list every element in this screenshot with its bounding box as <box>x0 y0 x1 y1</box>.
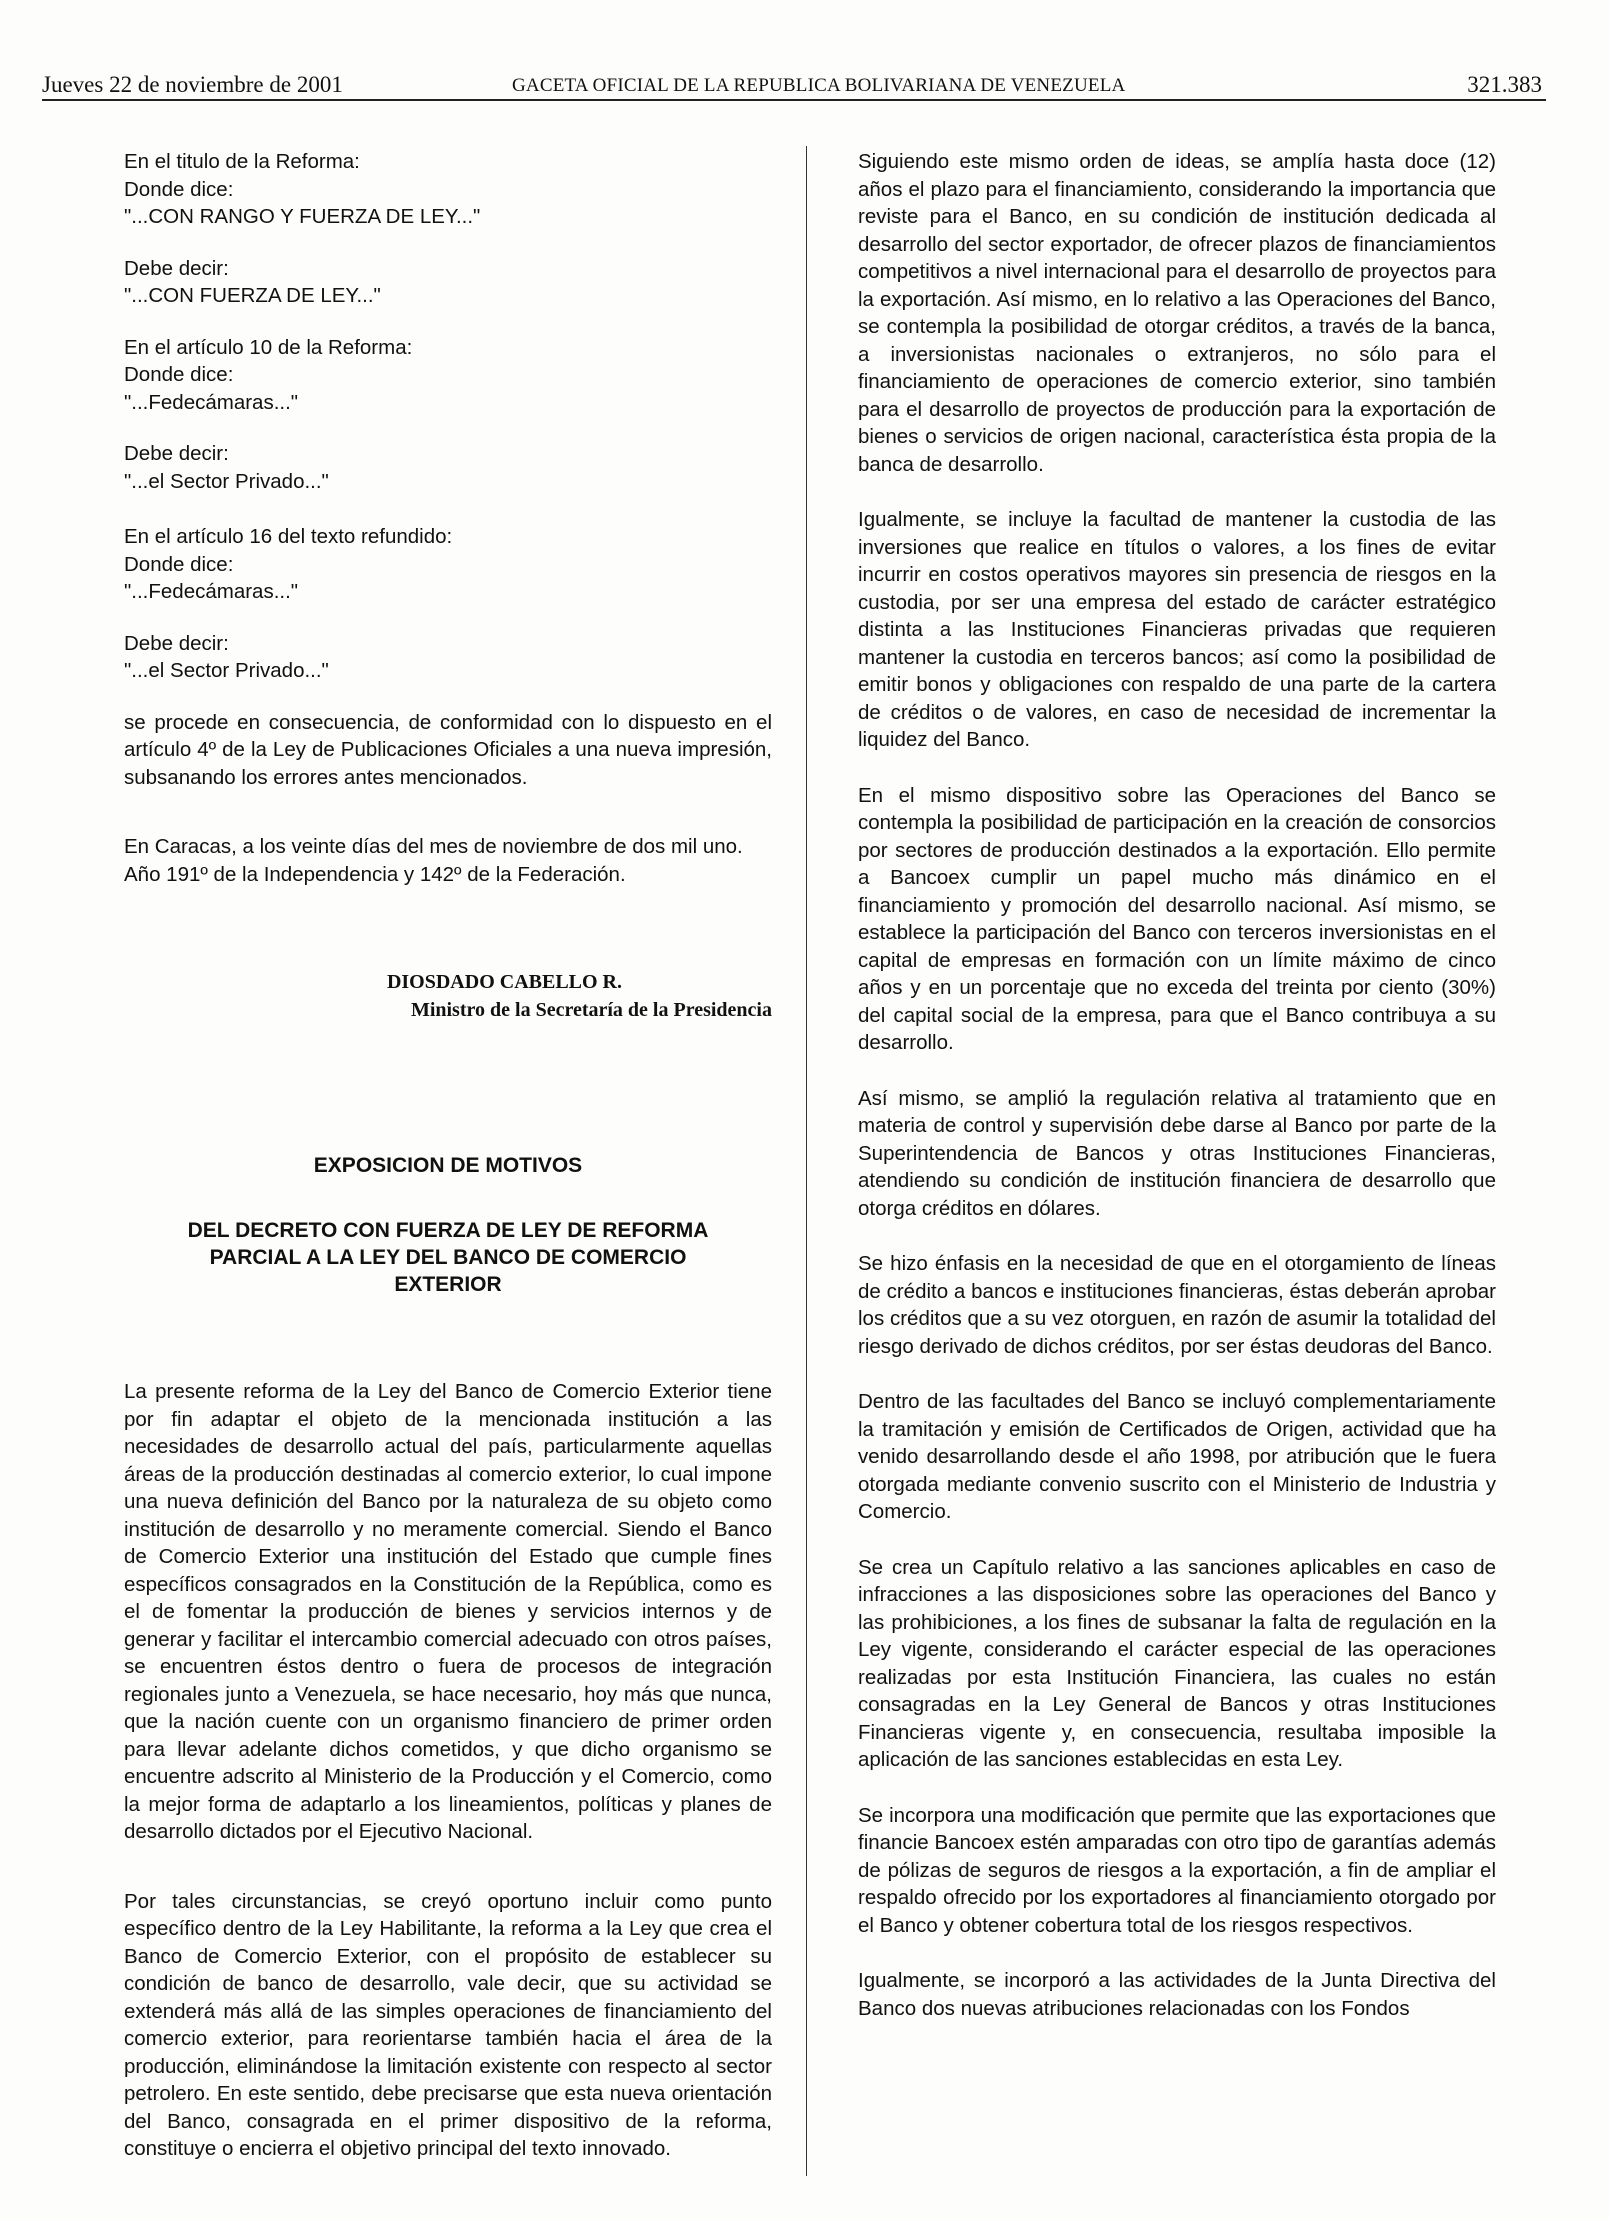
body-paragraph: Igualmente, se incluye la facultad de mantener la custodia de las inversiones que realice en títulos o valores, a los fines de evitar incurrir en costos operativos mayores sin presencia de riesgos en la custodia, por ser una empresa del estado de carácter estratégico distinta a las Instituciones Financieras privadas que requieren mantener la custodia en terceros bancos; así como la posibilidad de emitir bonos y obligaciones con respaldo de una parte de la cartera de créditos o de valores, en caso de necesidad de incrementar la liquidez del Banco. <box>858 508 1496 751</box>
decree-title-line: PARCIAL A LA LEY DEL BANCO DE COMERCIO <box>209 1246 687 1269</box>
correction-original: "...CON RANGO Y FUERZA DE LEY..." <box>124 205 481 228</box>
correction-corrected: "...CON FUERZA DE LEY..." <box>124 284 381 307</box>
correction-article-16 <box>124 523 772 685</box>
gazette-title: GACETA OFICIAL DE LA REPUBLICA BOLIVARIANA DE VENEZUELA <box>512 75 1126 96</box>
decree-title-line: DEL DECRETO CON FUERZA DE LEY DE REFORMA <box>187 1219 709 1242</box>
right-column <box>858 148 1496 2022</box>
correction-heading: En el titulo de la Reforma: <box>124 150 360 173</box>
header-date: Jueves 22 de noviembre de 2001 <box>42 72 343 97</box>
correction-label: Donde dice: <box>124 177 234 201</box>
independence-line: Año 191º de la Independencia y 142º de la Federación. <box>124 862 626 886</box>
correction-label: Debe decir: <box>124 256 229 280</box>
correction-label: Donde dice: <box>124 363 234 386</box>
page-header <box>42 72 1542 102</box>
body-paragraph: Se hizo énfasis en la necesidad de que en el otorgamiento de líneas de crédito a bancos e instituciones financieras, éstas deberán aprobar los créditos que a su vez otorguen, en razón de asumir la totalidad del riesgo derivado de dichos créditos, por ser éstas deudoras del Banco. <box>858 1252 1496 1358</box>
correction-corrected: "...el Sector Privado..." <box>124 659 329 682</box>
section-heading: EXPOSICION DE MOTIVOS <box>313 1154 583 1177</box>
body-paragraph: Por tales circunstancias, se creyó oportuno incluir como punto específico dentro de la Ley Habilitante, la reforma a la Ley que crea el Banco de Comercio Exterior, con el propósito de establecer su condición de banco de desarrollo, vale decir, que su actividad se extenderá más allá de las simples operaciones de financiamiento del comercio exterior, para reorientarse también hacia el área de la producción, eliminándose la limitación existente con respecto al sector petrolero. En este sentido, debe precisarse que esta nueva orientación del Banco, consagrada en el primer dispositivo de la reforma, constituye o encierra el objetivo principal del texto innovado. <box>124 1889 772 2160</box>
signature-block <box>124 968 772 1024</box>
correction-label: Donde dice: <box>124 552 234 576</box>
signature-title: Ministro de la Secretaría de la Presidencia <box>410 999 772 1021</box>
body-paragraph: En el mismo dispositivo sobre las Operaciones del Banco se contempla la posibilidad de participación en la creación de consorcios por sectores de producción destinados a la exportación. Ello permite a Bancoex cumplir un papel mucho más dinámico en el financiamiento y promoción del desarrollo nacional. Así mismo, se establece la participación del Banco con terceros inversionistas en el capital de empresas en formación con un límite máximo de cinco años y en un porcentaje que no exceda del treinta por ciento (30%) del capital social de la empresa, para que el Banco contribuya a su desarrollo. <box>858 783 1496 1054</box>
body-paragraph: La presente reforma de la Ley del Banco de Comercio Exterior tiene por fin adaptar el objeto de la mencionada institución a las necesidades de desarrollo actual del país, particularmente aquellas áreas de la producción destinadas al comercio exterior, lo cual impone una nueva definición del Banco por la naturaleza de su objeto como institución de desarrollo y no meramente comercial. Siendo el Banco de Comercio Exterior una institución del Estado que cumple fines específicos consagrados en la Constitución de la República, como es el de fomentar la producción de bienes y servicios internos y de generar y facilitar el intercambio comercial adecuado con otros países, se encuentren éstos dentro o fuera de procesos de integración regionales junto a Venezuela, se hace necesario, hoy más que nunca, que la nación cuente con un organismo financiero de primer orden para llevar adelante dichos cometidos, y que dicho organismo se encuentre adscrito al Ministerio de la Producción y el Comercio, como la mejor forma de adaptarlo a los lineamientos, políticas y planes de desarrollo dictados por el Ejecutivo Nacional. <box>124 1380 772 1843</box>
column-divider <box>806 146 807 2176</box>
correction-corrected: "...el Sector Privado..." <box>124 469 329 493</box>
header-rule <box>42 99 1546 101</box>
correction-original: "...Fedecámaras..." <box>124 580 299 603</box>
body-paragraph: Igualmente, se incorporó a las actividades de la Junta Directiva del Banco dos nuevas atribuciones relacionadas con los Fondos <box>858 1969 1496 2020</box>
correction-title <box>124 148 772 310</box>
correction-heading: En el artículo 16 del texto refundido: <box>124 525 453 548</box>
body-paragraph: Se incorpora una modificación que permite que las exportaciones que financie Bancoex estén amparadas con otro tipo de garantías además de pólizas de seguros de riesgos a la exportación, a fin de ampliar el respaldo ofrecido por los exportadores al financiamiento otorgado por el Banco y obtener cobertura total de los riesgos respectivos. <box>858 1803 1496 1937</box>
correction-original: "...Fedecámaras..." <box>124 390 299 414</box>
proceed-paragraph: se procede en consecuencia, de conformidad con lo dispuesto en el artículo 4º de la Ley de Publicaciones Oficiales a una nueva impresión, subsanando los errores antes mencionados. <box>124 710 772 789</box>
correction-heading: En el artículo 10 de la Reforma: <box>124 335 413 359</box>
left-column <box>124 148 772 2163</box>
place-date-line: En Caracas, a los veinte días del mes de noviembre de dos mil uno. <box>124 835 743 858</box>
decree-title <box>124 1217 772 1298</box>
decree-title-line: EXTERIOR <box>394 1273 502 1296</box>
body-paragraph: Dentro de las facultades del Banco se incluyó complementariamente la tramitación y emisión de Certificados de Origen, actividad que ha venido desarrollando desde el año 1998, por atribución que le fuera otorgada mediante convenio suscrito con el Ministerio de Industria y Comercio. <box>858 1390 1496 1523</box>
correction-label: Debe decir: <box>124 442 229 465</box>
correction-label: Debe decir: <box>124 631 229 655</box>
body-paragraph: Así mismo, se amplió la regulación relativa al tratamiento que en materia de control y supervisión debe darse al Banco por parte de la Superintendencia de Bancos y otras Instituciones Financieras, atendiendo su condición de institución financiera de desarrollo que otorga créditos en dólares. <box>858 1086 1496 1220</box>
correction-article-10 <box>124 334 772 496</box>
body-paragraph: Se crea un Capítulo relativo a las sanciones aplicables en caso de infracciones a las disposiciones sobre las operaciones del Banco y las prohibiciones, a los fines de subsanar la falta de regulación en la Ley vigente, considerando el carácter especial de las operaciones realizadas por esta Institución Financiera, las cuales no están consagradas en la Ley General de Bancos y otras Instituciones Financieras vigente y, en consecuencia, resultaba imposible la aplicación de las sanciones establecidas en esta Ley. <box>858 1555 1496 1771</box>
body-paragraph: Siguiendo este mismo orden de ideas, se amplía hasta doce (12) años el plazo para el financiamiento, considerando la importancia que reviste para el Banco, en su condición de institución dedicada al desarrollo del sector exportador, de ofrecer plazos de financiamientos competitivos a nivel internacional para el desarrollo de proyectos para la exportación. Así mismo, en lo relativo a las Operaciones del Banco, se contempla la posibilidad de otorgar créditos, a través de la banca, a inversionistas nacionales o extranjeros, no sólo para el financiamiento de operaciones de comercio exterior, sino también para el desarrollo de proyectos de producción para la exportación de bienes o servicios de origen nacional, característica ésta propia de la banca de desarrollo. <box>858 150 1496 476</box>
signature-name: DIOSDADO CABELLO R. <box>386 971 622 993</box>
page-number: 321.383 <box>1467 72 1542 97</box>
